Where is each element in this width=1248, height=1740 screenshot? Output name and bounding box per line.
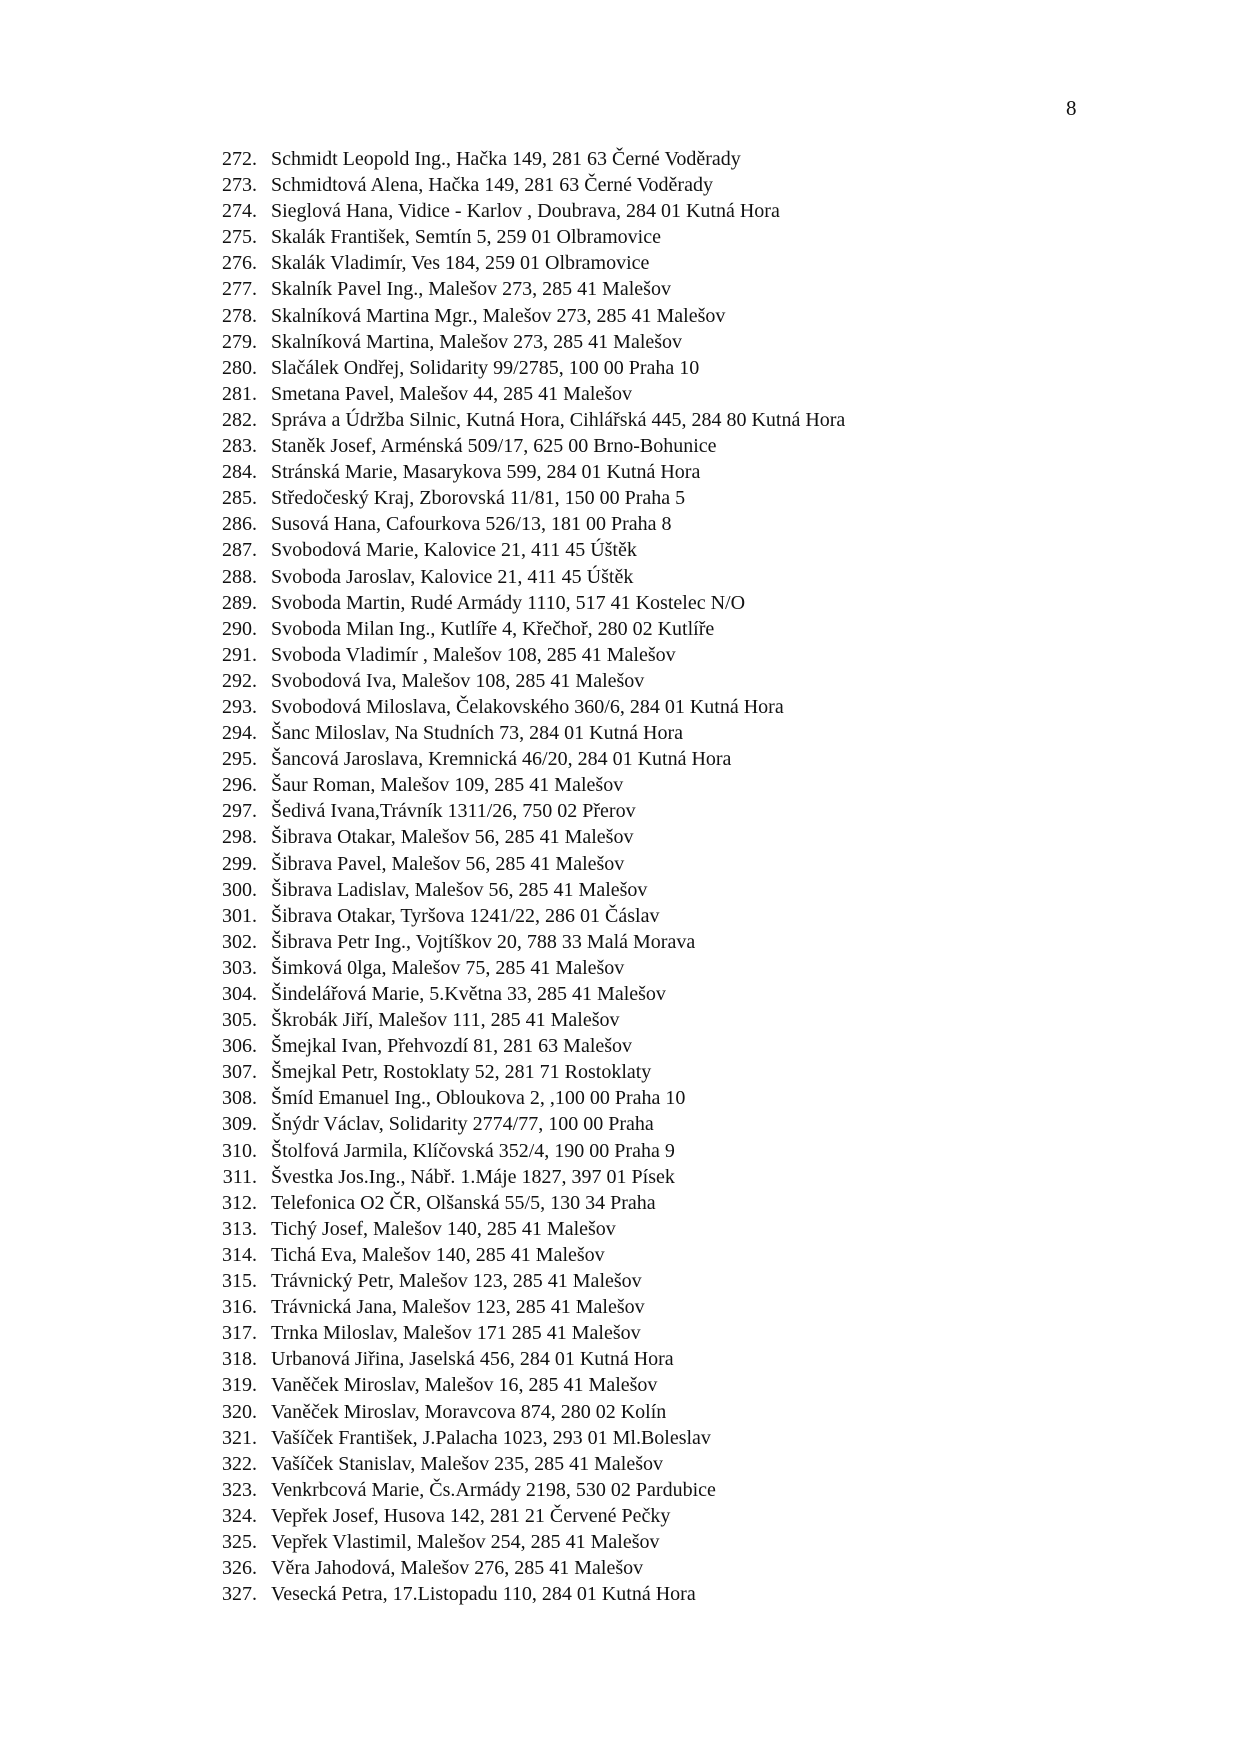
entry-number: 288. [222, 565, 257, 588]
entry-number: 303. [222, 956, 257, 979]
entry-number: 313. [222, 1217, 257, 1240]
entry-text: Svobodová Miloslava, Čelakovského 360/6, 284 01 Kutná Hora [271, 695, 784, 718]
list-item [200, 1111, 845, 1137]
entry-text: Slačálek Ondřej, Solidarity 99/2785, 100 00 Praha 10 [271, 356, 700, 379]
entry-number: 324. [222, 1504, 257, 1527]
entry-text: Vašíček Stanislav, Malešov 235, 285 41 Malešov [271, 1452, 663, 1475]
list-item [200, 929, 845, 955]
entry-text: Vesecká Petra, 17.Listopadu 110, 284 01 Kutná Hora [271, 1583, 696, 1606]
list-item [200, 355, 845, 381]
entry-number: 319. [222, 1374, 257, 1397]
list-item [200, 877, 845, 903]
entry-number: 315. [222, 1270, 257, 1293]
entry-text: Staněk Josef, Arménská 509/17, 625 00 Brno-Bohunice [271, 435, 717, 458]
entry-text: Šibrava Otakar, Tyršova 1241/22, 286 01 Čáslav [271, 904, 660, 927]
entry-text: Šibrava Otakar, Malešov 56, 285 41 Malešov [271, 826, 634, 849]
entry-number: 295. [222, 748, 257, 771]
entry-number: 294. [222, 722, 257, 745]
entry-text: Venkrbcová Marie, Čs.Armády 2198, 530 02 Pardubice [271, 1478, 716, 1501]
entry-number: 272. [222, 148, 257, 170]
entry-text: Vepřek Josef, Husova 142, 281 21 Červené Pečky [271, 1504, 671, 1527]
entry-number: 307. [222, 1061, 257, 1084]
entry-number: 278. [222, 304, 257, 327]
entry-text: Středočeský Kraj, Zborovská 11/81, 150 00 Praha 5 [271, 487, 686, 510]
entry-number: 299. [222, 852, 257, 875]
list-item [200, 720, 845, 746]
entry-text: Tichá Eva, Malešov 140, 285 41 Malešov [271, 1243, 605, 1266]
list-item [200, 1346, 845, 1372]
list-item [200, 1216, 845, 1242]
list-item [200, 1085, 845, 1111]
entry-number: 309. [222, 1113, 257, 1136]
list-item [200, 172, 845, 198]
entry-text: Šmíd Emanuel Ing., Obloukova 2, ,100 00 Praha 10 [271, 1087, 686, 1110]
entry-text: Šnýdr Václav, Solidarity 2774/77, 100 00 Praha [271, 1113, 654, 1136]
entry-text: Šindelářová Marie, 5.Května 33, 285 41 Malešov [271, 983, 666, 1005]
entry-text: Vepřek Vlastimil, Malešov 254, 285 41 Malešov [271, 1530, 660, 1553]
list-item [200, 955, 845, 981]
list-item [200, 459, 845, 485]
entry-text: Schmidt Leopold Ing., Hačka 149, 281 63 Černé Voděrady [271, 148, 741, 170]
entry-text: Šaur Roman, Malešov 109, 285 41 Malešov [271, 774, 624, 797]
entry-number: 284. [222, 461, 257, 484]
entry-text: Svoboda Vladimír , Malešov 108, 285 41 Malešov [271, 643, 676, 666]
entry-text: Švestka Jos.Ing., Nábř. 1.Máje 1827, 397 01 Písek [271, 1165, 675, 1188]
entry-number: 325. [222, 1530, 257, 1553]
entry-number: 301. [222, 904, 257, 927]
entry-number: 310. [222, 1139, 257, 1162]
list-item [200, 329, 845, 355]
entry-text: Vašíček František, J.Palacha 1023, 293 01 Ml.Boleslav [271, 1426, 711, 1449]
address-list [200, 146, 845, 1607]
entry-text: Štolfová Jarmila, Klíčovská 352/4, 190 00 Praha 9 [271, 1139, 675, 1162]
entry-text: Svoboda Martin, Rudé Armády 1110, 517 41 Kostelec N/O [271, 591, 746, 614]
entry-text: Šedivá Ivana,Trávník 1311/26, 750 02 Přerov [271, 800, 636, 823]
entry-text: Skalák Vladimír, Ves 184, 259 01 Olbramovice [271, 252, 650, 275]
entry-text: Šibrava Pavel, Malešov 56, 285 41 Malešov [271, 852, 625, 875]
list-item [200, 772, 845, 798]
list-item [200, 537, 845, 563]
entry-number: 290. [222, 617, 257, 640]
entry-number: 305. [222, 1009, 257, 1032]
list-item [200, 511, 845, 537]
entry-number: 323. [222, 1478, 257, 1501]
list-item [200, 198, 845, 224]
entry-text: Trávnická Jana, Malešov 123, 285 41 Malešov [271, 1296, 645, 1319]
list-item [200, 146, 845, 172]
entry-text: Skalníková Martina, Malešov 273, 285 41 Malešov [271, 330, 683, 353]
entry-text: Skalníková Martina Mgr., Malešov 273, 285 41 Malešov [271, 304, 726, 327]
entry-number: 282. [222, 408, 257, 431]
entry-number: 289. [222, 591, 257, 614]
entry-number: 283. [222, 435, 257, 458]
list-item [200, 224, 845, 250]
list-item [200, 433, 845, 459]
entry-number: 281. [222, 382, 257, 405]
entry-text: Schmidtová Alena, Hačka 149, 281 63 Černé Voděrady [271, 174, 713, 197]
page-number: 8 [1066, 96, 1077, 120]
entry-text: Trávnický Petr, Malešov 123, 285 41 Malešov [271, 1270, 642, 1293]
list-item [200, 1190, 845, 1216]
entry-number: 277. [222, 278, 257, 301]
list-item [200, 694, 845, 720]
list-item [200, 276, 845, 302]
entry-number: 286. [222, 513, 257, 536]
list-item [200, 746, 845, 772]
entry-text: Tichý Josef, Malešov 140, 285 41 Malešov [271, 1217, 616, 1240]
entry-text: Šancová Jaroslava, Kremnická 46/20, 284 01 Kutná Hora [271, 748, 732, 771]
list-item [200, 1451, 845, 1477]
list-item [200, 1268, 845, 1294]
list-item [200, 1320, 845, 1346]
entry-number: 311. [222, 1165, 257, 1188]
entry-text: Smetana Pavel, Malešov 44, 285 41 Malešov [271, 382, 633, 405]
list-item [200, 564, 845, 590]
list-item [200, 981, 845, 1007]
entry-text: Šimková 0lga, Malešov 75, 285 41 Malešov [271, 956, 625, 979]
list-item [200, 1164, 845, 1190]
list-item [200, 616, 845, 642]
list-item [200, 1399, 845, 1425]
entry-number: 308. [222, 1087, 257, 1110]
entry-text: Urbanová Jiřina, Jaselská 456, 284 01 Kutná Hora [271, 1348, 674, 1371]
entry-number: 304. [222, 983, 257, 1005]
entry-number: 306. [222, 1035, 257, 1058]
entry-text: Správa a Údržba Silnic, Kutná Hora, Cihlářská 445, 284 80 Kutná Hora [271, 408, 846, 431]
entry-number: 297. [222, 800, 257, 823]
list-item [200, 1529, 845, 1555]
entry-number: 320. [222, 1400, 257, 1423]
entry-text: Skalák František, Semtín 5, 259 01 Olbramovice [271, 226, 661, 249]
list-item [200, 1138, 845, 1164]
entry-text: Telefonica O2 ČR, Olšanská 55/5, 130 34 Praha [271, 1191, 656, 1214]
entry-number: 327. [222, 1583, 257, 1606]
entry-text: Sieglová Hana, Vidice - Karlov , Doubrava, 284 01 Kutná Hora [271, 200, 780, 223]
list-item [200, 642, 845, 668]
entry-number: 318. [222, 1348, 257, 1371]
list-item [200, 1555, 845, 1581]
entry-number: 302. [222, 930, 257, 953]
entry-number: 291. [222, 643, 257, 666]
list-item [200, 381, 845, 407]
entry-text: Stránská Marie, Masarykova 599, 284 01 Kutná Hora [271, 461, 701, 484]
entry-number: 314. [222, 1243, 257, 1266]
entry-number: 322. [222, 1452, 257, 1475]
list-item [200, 1059, 845, 1085]
entry-text: Skalník Pavel Ing., Malešov 273, 285 41 Malešov [271, 278, 671, 301]
entry-text: Trnka Miloslav, Malešov 171 285 41 Malešov [271, 1322, 641, 1345]
list-item [200, 1477, 845, 1503]
entry-text: Škrobák Jiří, Malešov 111, 285 41 Malešov [271, 1009, 620, 1032]
list-item [200, 1242, 845, 1268]
list-item [200, 1503, 845, 1529]
list-item [200, 1007, 845, 1033]
entry-number: 300. [222, 878, 257, 901]
entry-number: 326. [222, 1557, 257, 1580]
entry-number: 296. [222, 774, 257, 797]
entry-number: 317. [222, 1322, 257, 1345]
entry-text: Šmejkal Petr, Rostoklaty 52, 281 71 Rostoklaty [271, 1061, 652, 1084]
list-item [200, 1581, 845, 1607]
entry-text: Svoboda Jaroslav, Kalovice 21, 411 45 Úštěk [271, 565, 634, 588]
entry-number: 287. [222, 539, 257, 562]
list-item [200, 903, 845, 929]
entry-number: 293. [222, 695, 257, 718]
list-item [200, 1425, 845, 1451]
list-item [200, 1294, 845, 1320]
entry-number: 274. [222, 200, 257, 223]
entry-number: 285. [222, 487, 257, 510]
entry-text: Svoboda Milan Ing., Kutlíře 4, Křečhoř, 280 02 Kutlíře [271, 617, 715, 640]
list-item [200, 1372, 845, 1398]
entry-number: 279. [222, 330, 257, 353]
entry-number: 298. [222, 826, 257, 849]
list-item [200, 303, 845, 329]
entry-text: Svobodová Marie, Kalovice 21, 411 45 Úštěk [271, 539, 637, 562]
entry-text: Šanc Miloslav, Na Studních 73, 284 01 Kutná Hora [271, 722, 683, 745]
entry-text: Svobodová Iva, Malešov 108, 285 41 Malešov [271, 669, 645, 692]
entry-number: 280. [222, 356, 257, 379]
list-item [200, 250, 845, 276]
list-item [200, 407, 845, 433]
list-item [200, 485, 845, 511]
list-item [200, 1033, 845, 1059]
entry-text: Šibrava Petr Ing., Vojtíškov 20, 788 33 Malá Morava [271, 930, 696, 953]
entry-text: Šibrava Ladislav, Malešov 56, 285 41 Malešov [271, 878, 648, 901]
entry-number: 321. [222, 1426, 257, 1449]
entry-text: Věra Jahodová, Malešov 276, 285 41 Malešov [271, 1557, 644, 1580]
entry-text: Vaněček Miroslav, Malešov 16, 285 41 Malešov [271, 1374, 658, 1397]
list-item [200, 798, 845, 824]
list-item [200, 668, 845, 694]
entry-text: Susová Hana, Cafourkova 526/13, 181 00 Praha 8 [271, 513, 672, 536]
list-item [200, 851, 845, 877]
entry-number: 275. [222, 226, 257, 249]
list-item [200, 590, 845, 616]
entry-number: 316. [222, 1296, 257, 1319]
entry-number: 276. [222, 252, 257, 275]
list-item [200, 824, 845, 850]
entry-number: 292. [222, 669, 257, 692]
entry-number: 273. [222, 174, 257, 197]
entry-text: Šmejkal Ivan, Přehvozdí 81, 281 63 Malešov [271, 1035, 633, 1058]
entry-text: Vaněček Miroslav, Moravcova 874, 280 02 Kolín [271, 1400, 667, 1423]
entry-number: 312. [222, 1191, 257, 1214]
